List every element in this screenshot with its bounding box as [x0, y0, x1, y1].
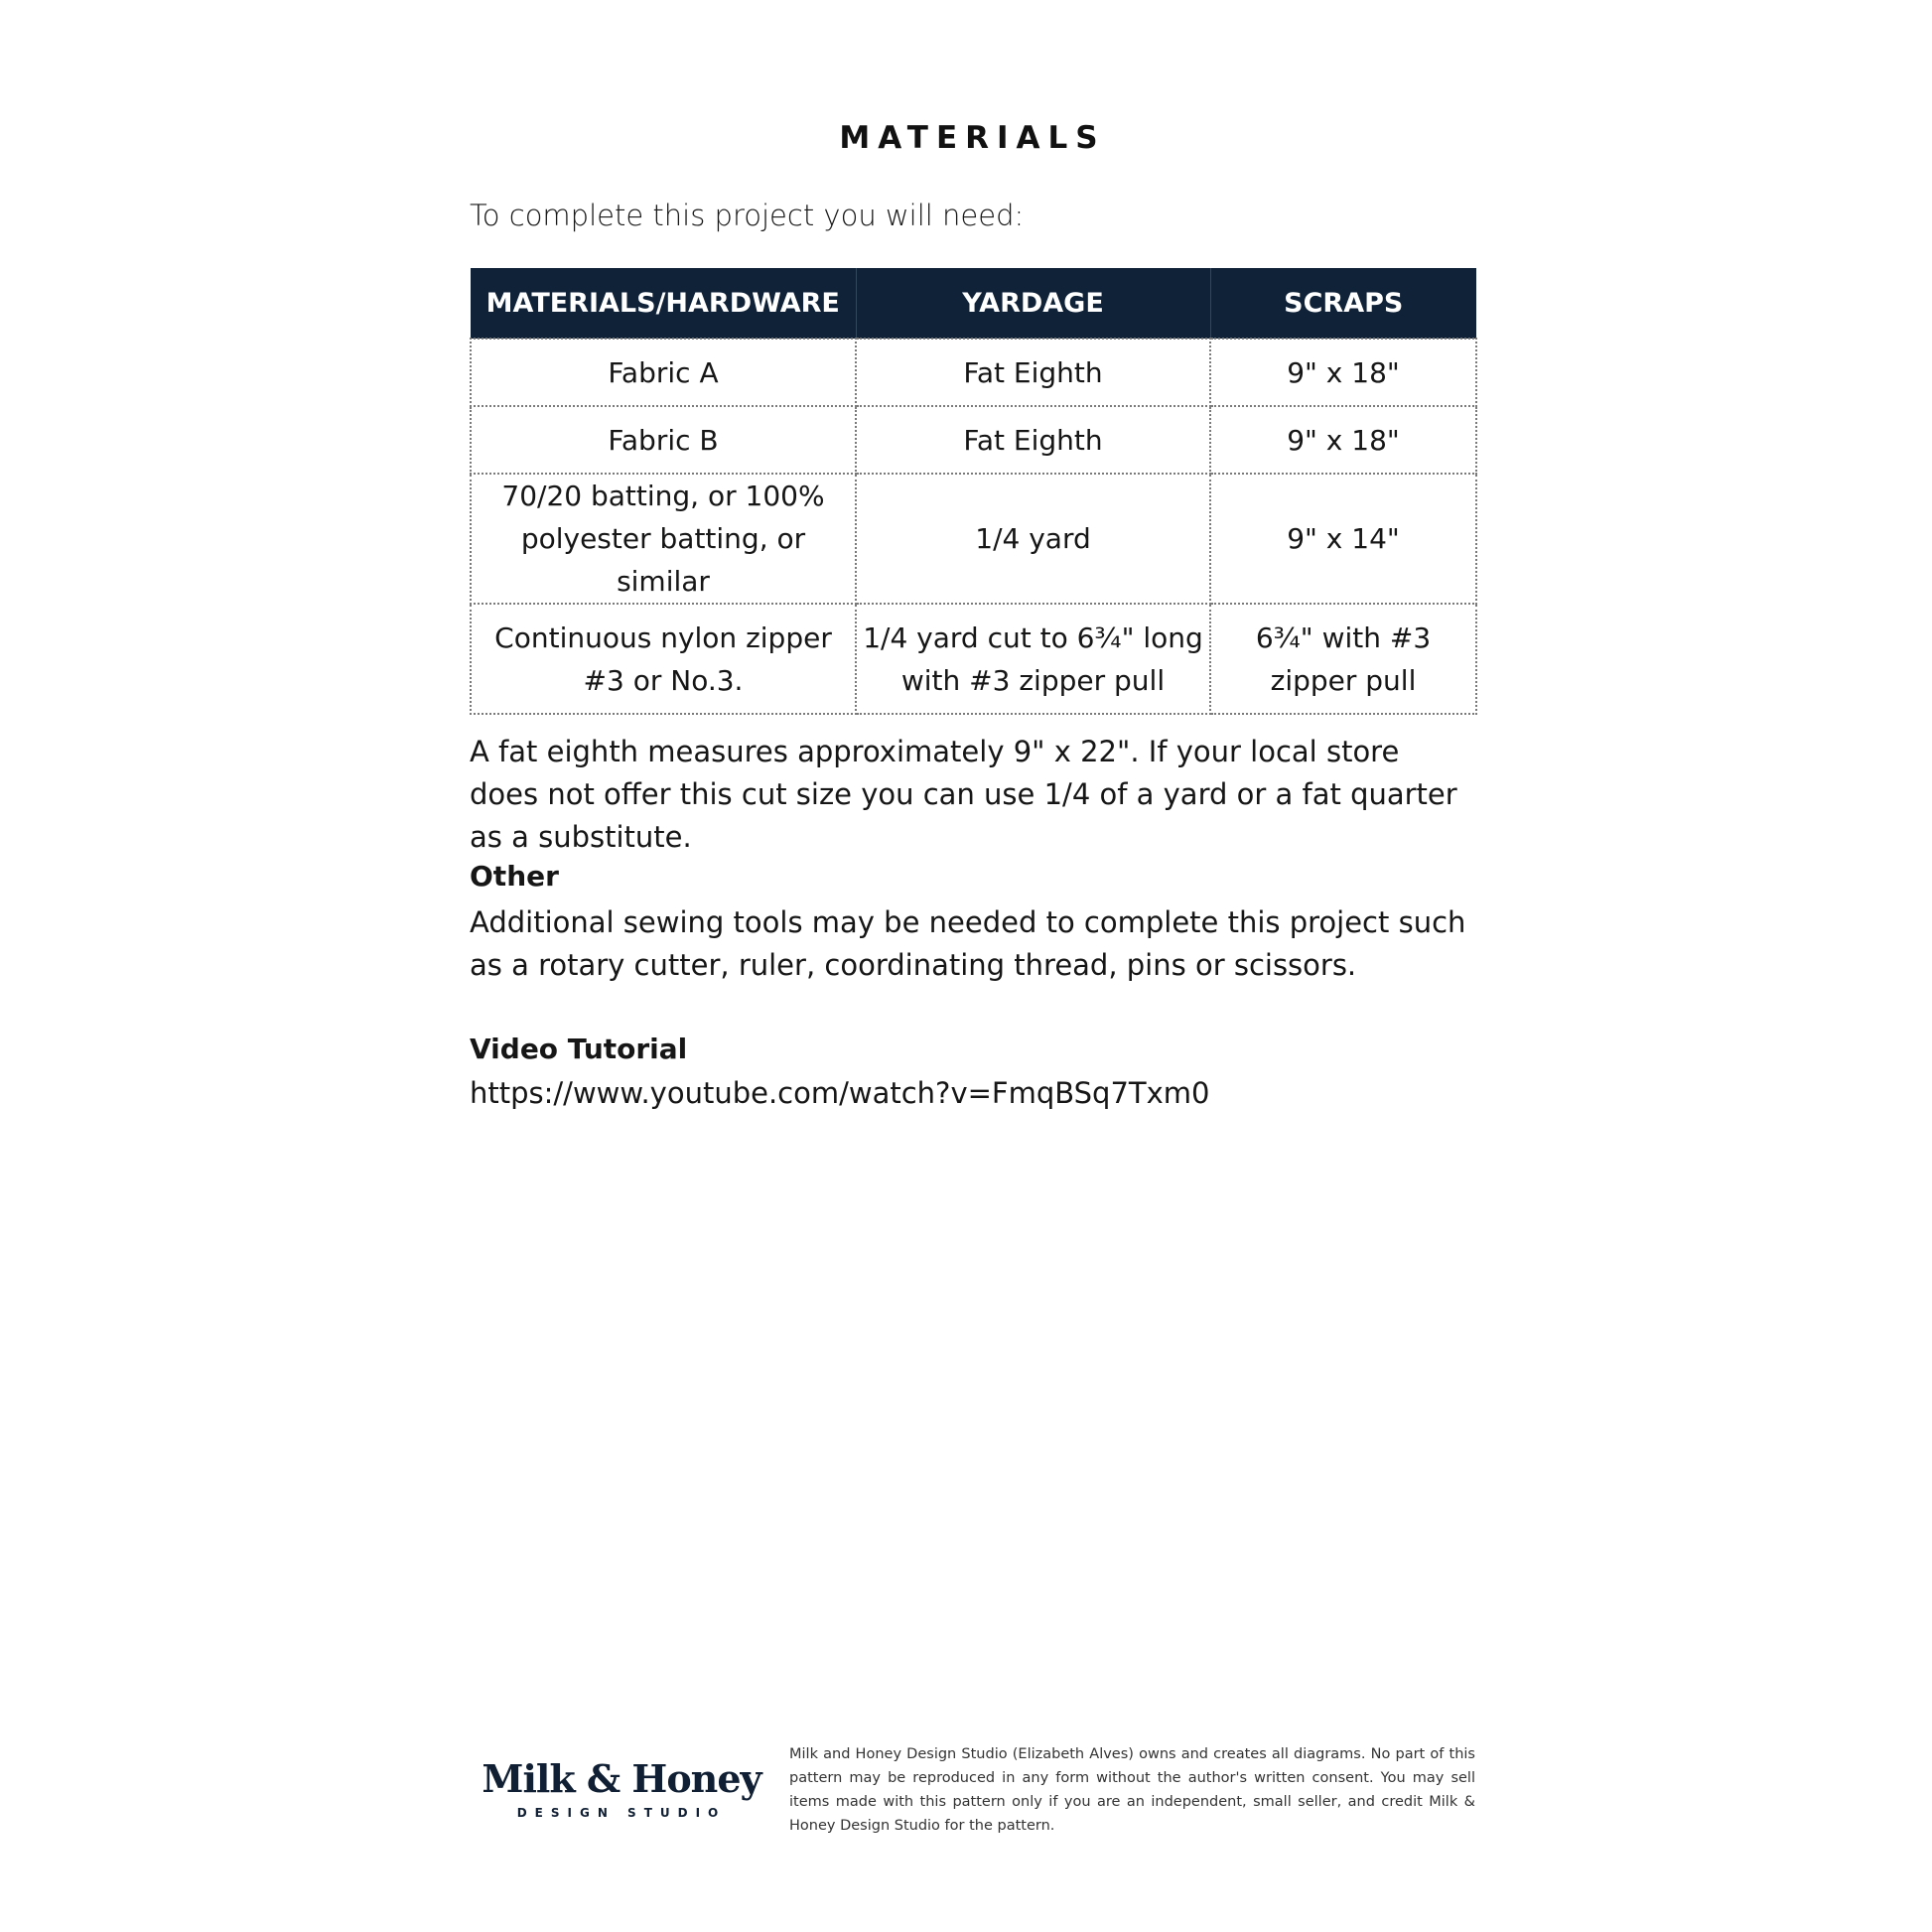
header-scraps: SCRAPS	[1210, 268, 1476, 339]
table-row	[471, 406, 1476, 474]
cell-yardage: 1/4 yard cut to 6¾" long with #3 zipper pull	[856, 604, 1210, 714]
cell-scraps: 6¾" with #3 zipper pull	[1210, 604, 1476, 714]
table-row	[471, 474, 1476, 604]
materials-table	[470, 268, 1477, 715]
footer	[470, 1742, 1475, 1842]
materials-page	[470, 0, 1475, 1932]
cell-scraps: 9" x 14"	[1210, 474, 1476, 604]
copyright-notice: Milk and Honey Design Studio (Elizabeth Alves) owns and creates all diagrams. No part of this pattern may be reproduced in any form without the author's written consent. You may sell items made with this pattern only if you are an independent, small seller, and credit Milk & Honey Design Studio for the pattern.	[789, 1746, 1475, 1834]
cell-yardage: 1/4 yard	[856, 474, 1210, 604]
fat-eighth-note: A fat eighth measures approximately 9" x 22". If your local store does not offer this cut size you can use 1/4 of a yard or a fat quarter as a substitute.	[470, 735, 1457, 854]
logo-tagline: DESIGN STUDIO	[516, 1806, 727, 1820]
cell-scraps: 9" x 18"	[1210, 339, 1476, 406]
video-heading: Video Tutorial	[470, 1033, 688, 1065]
other-heading: Other	[470, 860, 559, 893]
cell-yardage: Fat Eighth	[856, 339, 1210, 406]
table-header-row	[471, 268, 1476, 339]
logo-wordmark: Milk & Honey	[482, 1756, 761, 1801]
page-title: MATERIALS	[839, 120, 1106, 156]
cell-material: Fabric A	[471, 339, 856, 406]
intro-text: To complete this project you will need:	[470, 199, 1025, 232]
cell-material: Continuous nylon zipper #3 or No.3.	[471, 604, 856, 714]
table-row	[471, 339, 1476, 406]
other-text: Additional sewing tools may be needed to complete this project such as a rotary cutter, ruler, coordinating thread, pins or scissors.	[470, 905, 1466, 982]
cell-yardage: Fat Eighth	[856, 406, 1210, 474]
cell-material: Fabric B	[471, 406, 856, 474]
cell-material: 70/20 batting, or 100% polyester batting, or similar	[471, 474, 856, 604]
header-yardage: YARDAGE	[856, 268, 1210, 339]
video-link[interactable]: https://www.youtube.com/watch?v=FmqBSq7Txm0	[470, 1076, 1210, 1110]
cell-scraps: 9" x 18"	[1210, 406, 1476, 474]
brand-logo	[478, 1756, 765, 1826]
header-materials: MATERIALS/HARDWARE	[471, 268, 856, 339]
table-row	[471, 604, 1476, 714]
